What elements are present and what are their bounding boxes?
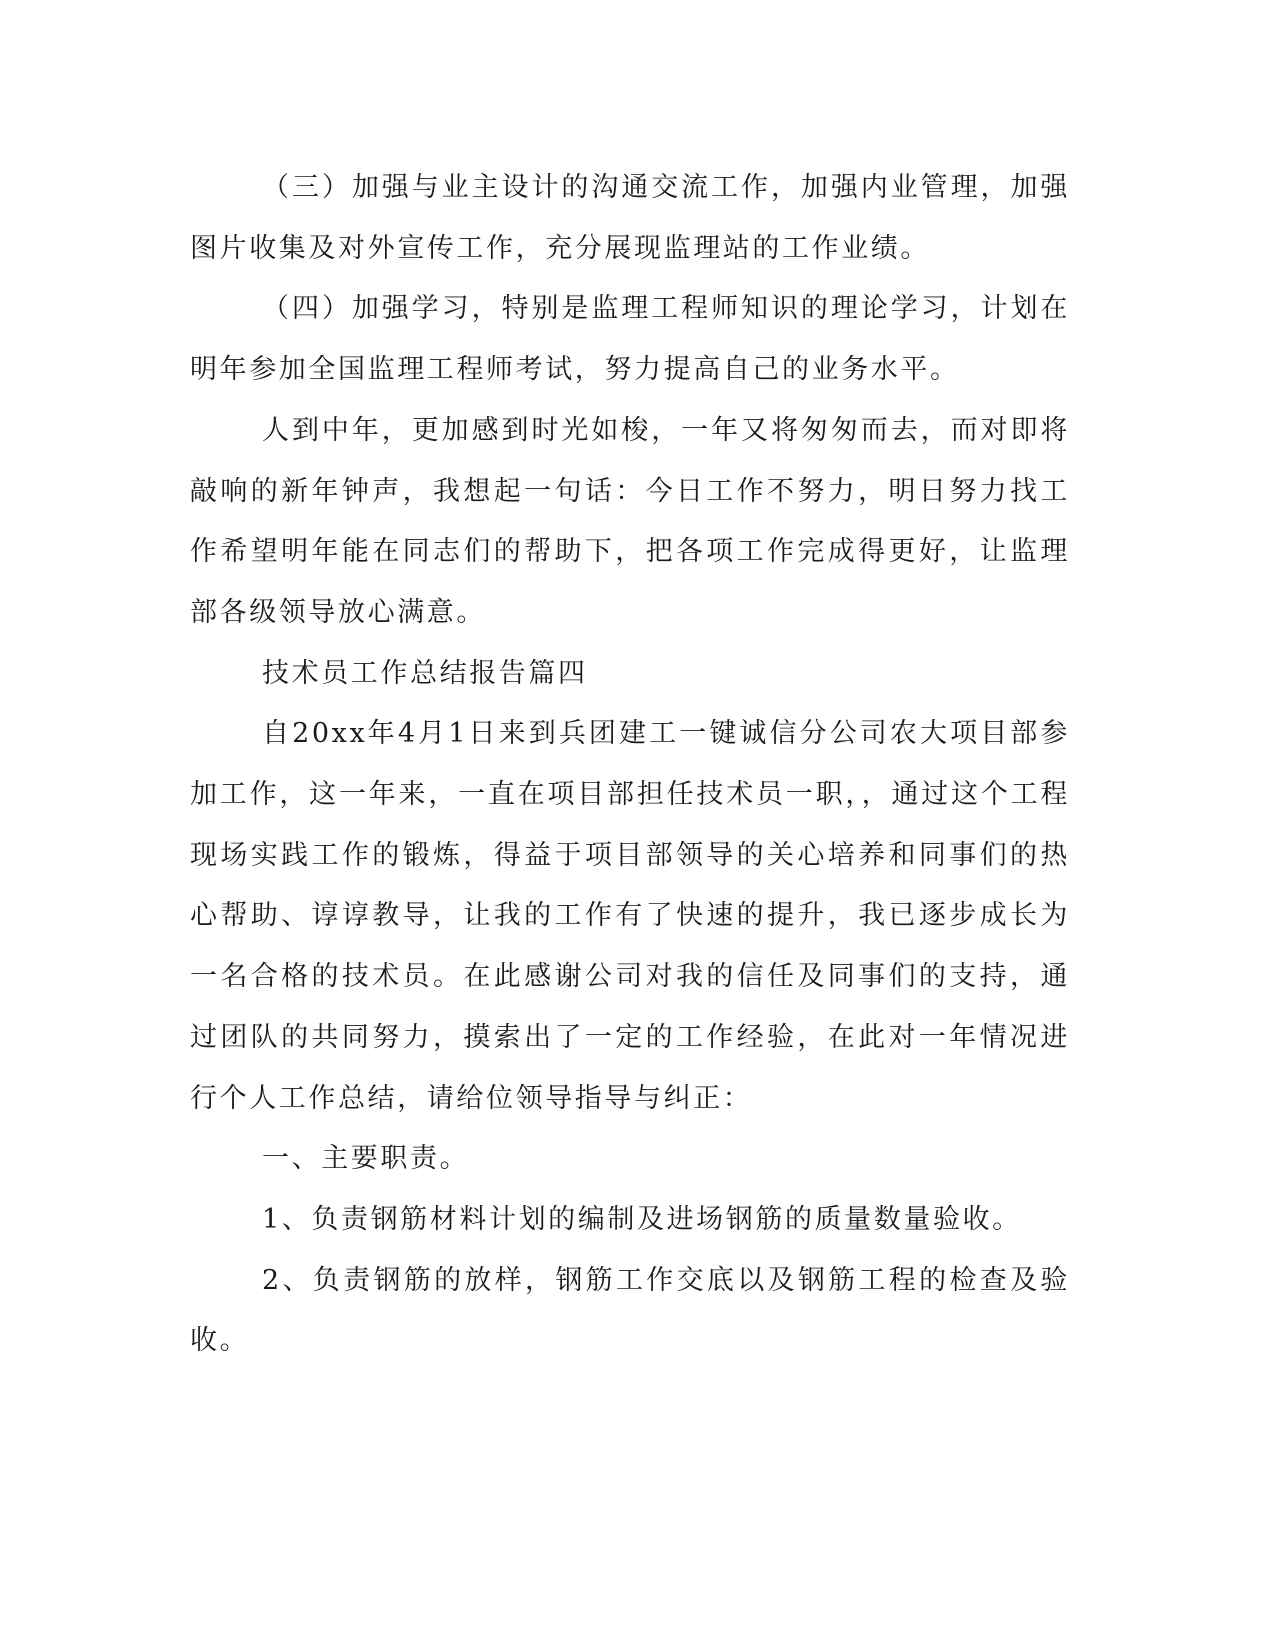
section-heading: 技术员工作总结报告篇四 bbox=[262, 657, 588, 689]
paragraph-main-duties: 一、主要职责。 bbox=[262, 1143, 470, 1175]
paragraph-section-three: （三）加强与业主设计的沟通交流工作，加强内业管理，加强图片收集及对外宣传工作，充分展现监理站的工作业绩。 bbox=[190, 172, 1070, 264]
paragraph-section-four: （四）加强学习，特别是监理工程师知识的理论学习，计划在明年参加全国监理工程师考试，努力提高自己的业务水平。 bbox=[190, 293, 1070, 386]
document-body bbox=[190, 158, 1070, 1372]
paragraph-introduction: 自20xx年4月1日来到兵团建工一键诚信分公司农大项目部参加工作，这一年来，一直在项目部担任技术员一职，，通过这个工程现场实践工作的锻炼，得益于项目部领导的关心培养和同事们的热心帮助、谆谆教导，让我的工作有了快速的提升，我已逐步成长为一名合格的技术员。在此感谢公司对我的信任及同事们的支持，通过团队的共同努力，摸索出了一定的工作经验，在此对一年情况进行个人工作总结，请给位领导指导与纠正： bbox=[190, 718, 1070, 1114]
paragraph-duty-one: 1、负责钢筋材料计划的编制及进场钢筋的质量数量验收。 bbox=[262, 1203, 1022, 1235]
paragraph-duty-two: 2、负责钢筋的放样，钢筋工作交底以及钢筋工程的检查及验收。 bbox=[190, 1264, 1070, 1357]
paragraph-middle-age: 人到中年，更加感到时光如梭，一年又将匆匆而去，而对即将敲响的新年钟声，我想起一句话：今日工作不努力，明日努力找工作希望明年能在同志们的帮助下，把各项工作完成得更好，让监理部各级领导放心满意。 bbox=[190, 414, 1070, 628]
